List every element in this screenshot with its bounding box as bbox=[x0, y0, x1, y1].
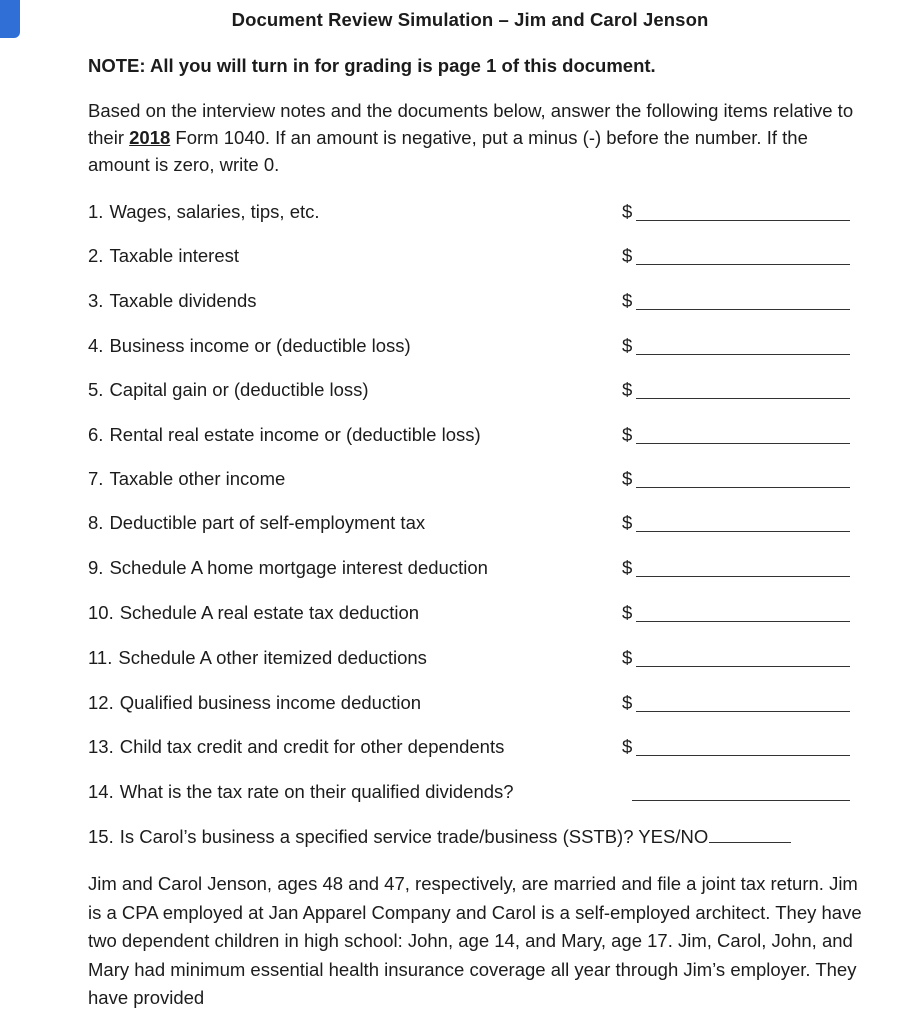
answer-line-2[interactable] bbox=[636, 264, 850, 265]
answer-line-6[interactable] bbox=[636, 443, 850, 444]
item-label: Wages, salaries, tips, etc. bbox=[109, 201, 320, 222]
dollar-sign: $ bbox=[622, 245, 633, 266]
item-number: 6. bbox=[88, 424, 104, 445]
item-number: 14. bbox=[88, 781, 114, 802]
question-item-3 bbox=[88, 290, 868, 316]
answer-line-7[interactable] bbox=[636, 487, 850, 488]
answer-line-15[interactable] bbox=[709, 842, 791, 843]
instructions-paragraph bbox=[88, 97, 868, 178]
item-number: 10. bbox=[88, 602, 114, 623]
item-number: 7. bbox=[88, 468, 104, 489]
item-label: Taxable interest bbox=[109, 245, 240, 266]
question-item-14 bbox=[88, 781, 868, 807]
dollar-sign: $ bbox=[622, 201, 633, 222]
dollar-sign: $ bbox=[622, 512, 633, 533]
item-label: Qualified business income deduction bbox=[119, 692, 422, 713]
item-label: Taxable other income bbox=[109, 468, 286, 489]
item-number: 9. bbox=[88, 557, 104, 578]
answer-line-1[interactable] bbox=[636, 220, 850, 221]
item-label: Is Carol’s business a specified service trade/business (SSTB)? YES/NO bbox=[119, 826, 709, 847]
item-label: Capital gain or (deductible loss) bbox=[109, 379, 369, 400]
item-label: Business income or (deductible loss) bbox=[109, 335, 411, 356]
instructions-text-part2: Form 1040. If an amount is negative, put a minus (-) before the number. If the amount is zero, write 0. bbox=[88, 127, 808, 175]
item-label: Child tax credit and credit for other dependents bbox=[119, 736, 505, 757]
instructions-text-part1: Based on the interview notes and the documents below, answer the following items relative to their bbox=[88, 100, 854, 148]
question-item-5 bbox=[88, 379, 868, 405]
dollar-sign: $ bbox=[622, 602, 633, 623]
answer-line-11[interactable] bbox=[636, 666, 850, 667]
tax-year: 2018 bbox=[129, 127, 171, 148]
question-item-9 bbox=[88, 557, 868, 583]
dollar-sign: $ bbox=[622, 692, 633, 713]
question-item-1 bbox=[88, 201, 868, 227]
item-number: 3. bbox=[88, 290, 104, 311]
document-title: Document Review Simulation – Jim and Carol Jenson bbox=[231, 9, 709, 30]
case-description-paragraph: Jim and Carol Jenson, ages 48 and 47, respectively, are married and file a joint tax return. Jim is a CPA employed at Jan Apparel Company and Carol is a self-employed architect. They have two dependent children in high school: John, age 14, and Mary, age 17. Jim, Carol, John, and Mary had minimum essential health insurance coverage all year through Jim’s employer. They have provided bbox=[88, 873, 862, 1008]
dollar-sign: $ bbox=[622, 647, 633, 668]
question-item-7 bbox=[88, 468, 868, 494]
answer-line-13[interactable] bbox=[636, 755, 850, 756]
item-number: 4. bbox=[88, 335, 104, 356]
answer-line-10[interactable] bbox=[636, 621, 850, 622]
question-item-10 bbox=[88, 602, 868, 628]
answer-line-12[interactable] bbox=[636, 711, 850, 712]
dollar-sign: $ bbox=[622, 379, 633, 400]
dollar-sign: $ bbox=[622, 736, 633, 757]
answer-line-14[interactable] bbox=[632, 800, 850, 801]
item-label: Schedule A home mortgage interest deduction bbox=[109, 557, 488, 578]
answer-line-8[interactable] bbox=[636, 531, 850, 532]
item-number: 5. bbox=[88, 379, 104, 400]
item-label: Schedule A other itemized deductions bbox=[118, 647, 427, 668]
question-item-4 bbox=[88, 335, 868, 361]
grading-note: NOTE: All you will turn in for grading is page 1 of this document. bbox=[88, 55, 656, 76]
question-item-12 bbox=[88, 692, 868, 718]
question-item-13 bbox=[88, 736, 868, 762]
question-item-8 bbox=[88, 512, 868, 538]
dollar-sign: $ bbox=[622, 468, 633, 489]
dollar-sign: $ bbox=[622, 557, 633, 578]
answer-line-3[interactable] bbox=[636, 309, 850, 310]
item-label: Deductible part of self-employment tax bbox=[109, 512, 426, 533]
item-number: 8. bbox=[88, 512, 104, 533]
question-item-11 bbox=[88, 647, 868, 673]
item-label: Taxable dividends bbox=[109, 290, 257, 311]
dollar-sign: $ bbox=[622, 335, 633, 356]
item-number: 1. bbox=[88, 201, 104, 222]
answer-line-4[interactable] bbox=[636, 354, 850, 355]
dollar-sign: $ bbox=[622, 290, 633, 311]
question-item-2 bbox=[88, 245, 868, 271]
item-number: 12. bbox=[88, 692, 114, 713]
dollar-sign: $ bbox=[622, 424, 633, 445]
item-number: 13. bbox=[88, 736, 114, 757]
item-label: Schedule A real estate tax deduction bbox=[119, 602, 420, 623]
item-number: 15. bbox=[88, 826, 114, 847]
item-label: What is the tax rate on their qualified dividends? bbox=[119, 781, 514, 802]
item-label: Rental real estate income or (deductible loss) bbox=[109, 424, 481, 445]
item-number: 2. bbox=[88, 245, 104, 266]
question-item-6 bbox=[88, 424, 868, 450]
question-item-15 bbox=[88, 826, 868, 852]
answer-line-5[interactable] bbox=[636, 398, 850, 399]
item-number: 11. bbox=[88, 647, 113, 668]
answer-line-9[interactable] bbox=[636, 576, 850, 577]
